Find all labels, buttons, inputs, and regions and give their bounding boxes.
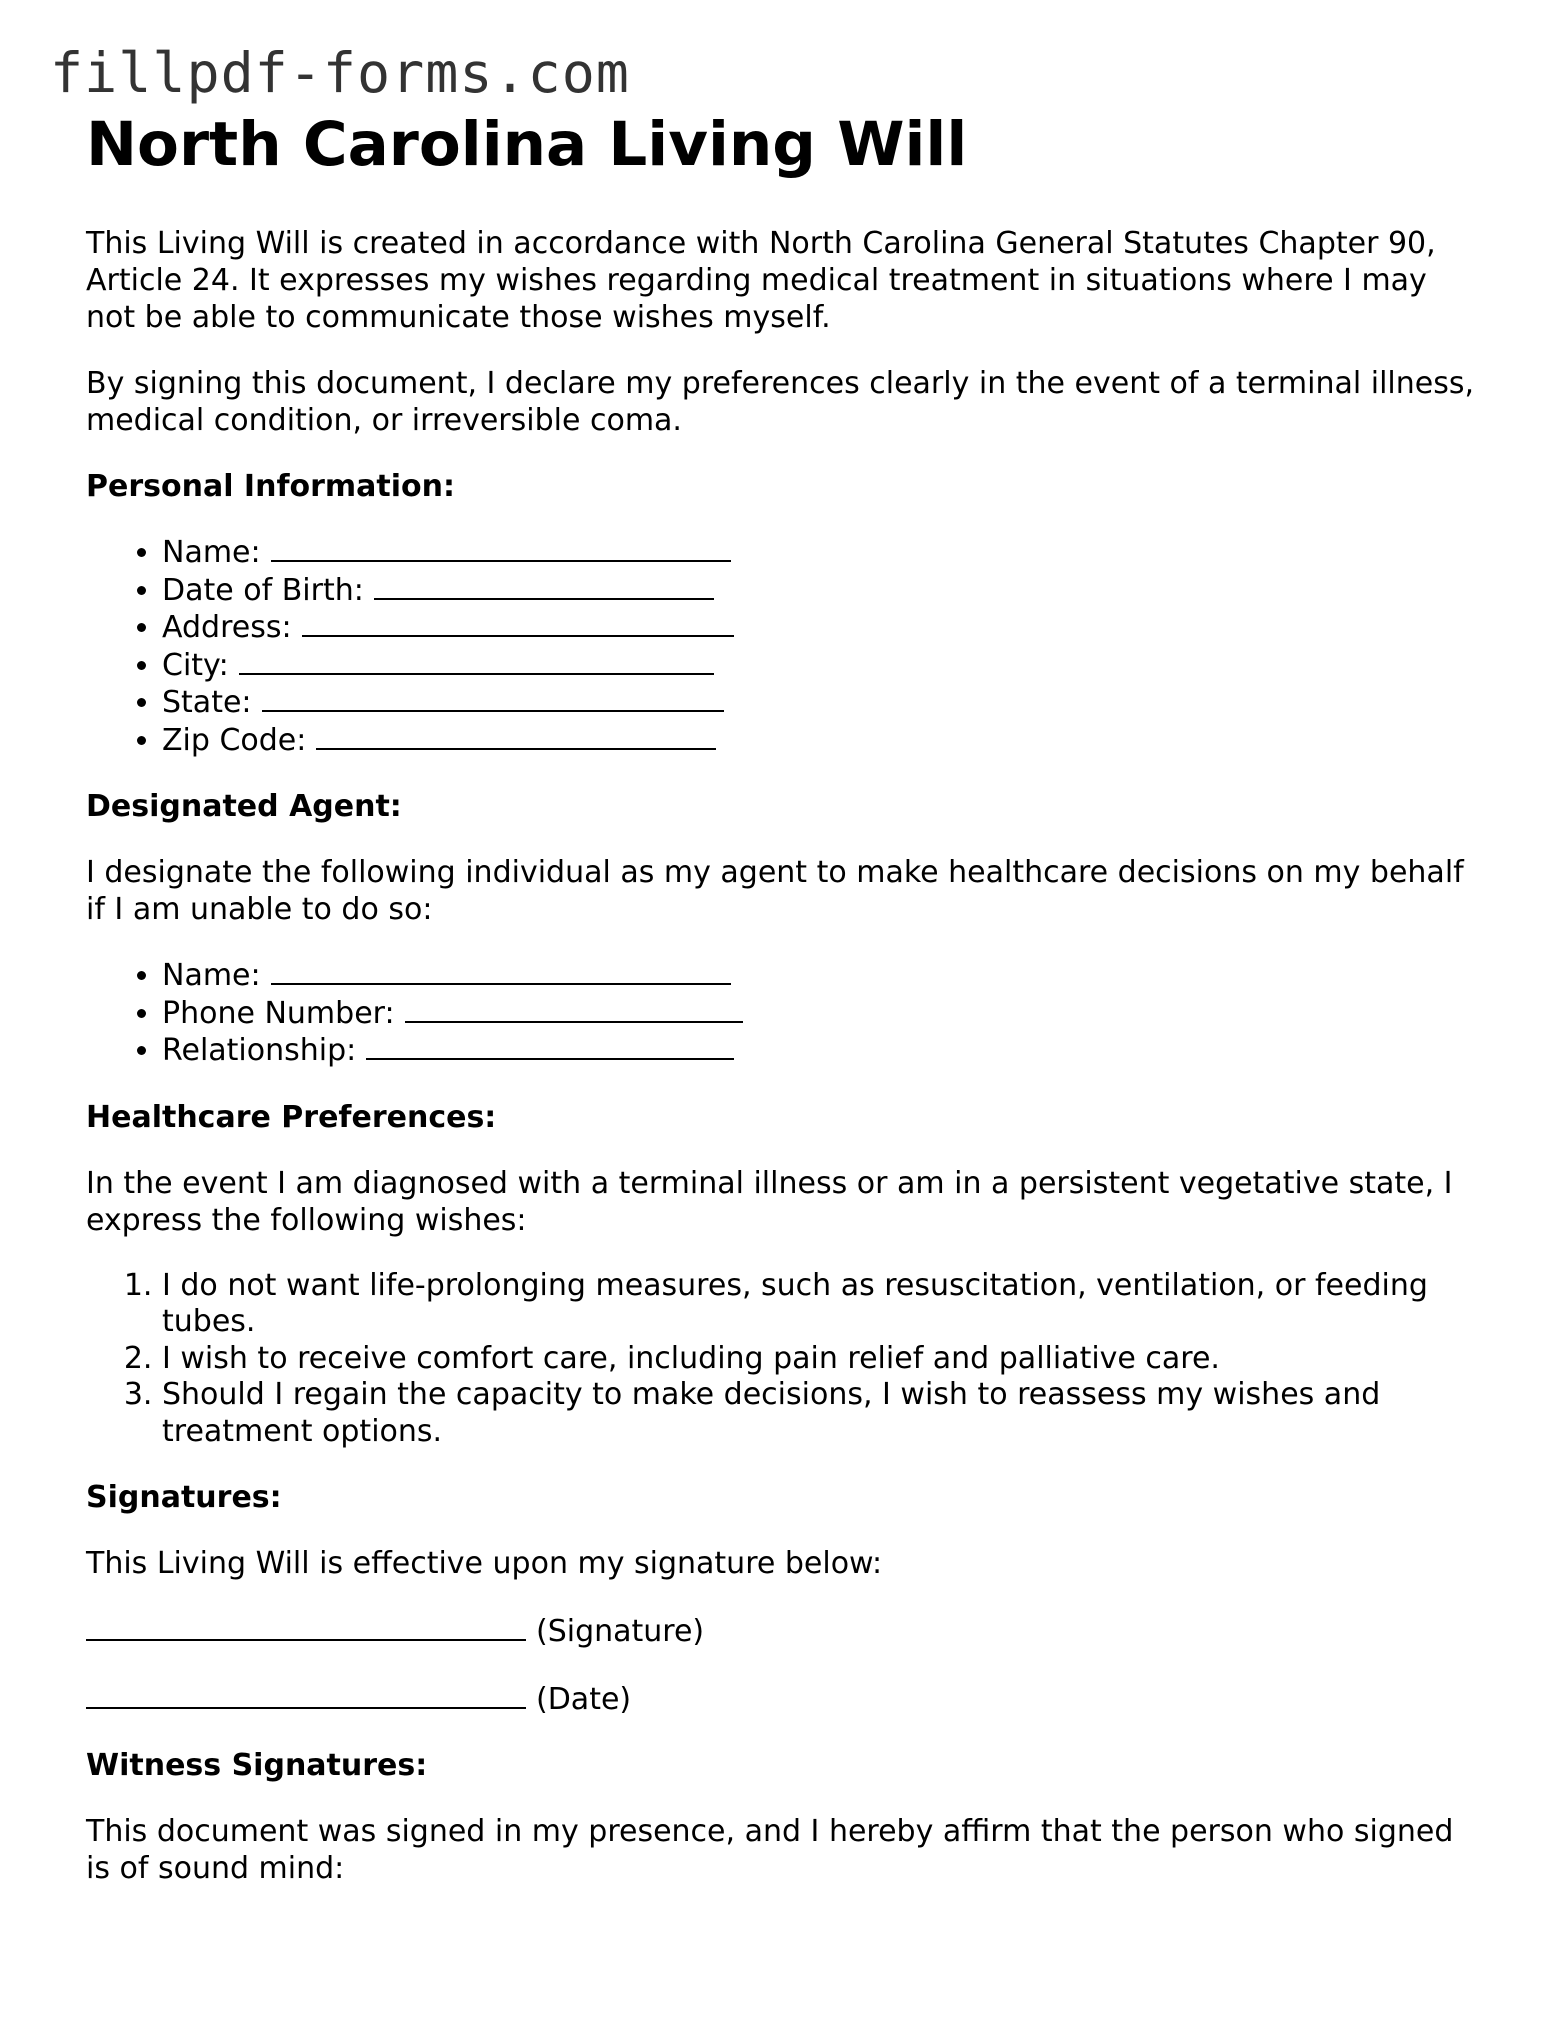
date-label: (Date) <box>536 1682 632 1718</box>
wish-item: 3. Should I regain the capacity to make decisions, I wish to reassess my wishes and treatment options. <box>162 1377 1476 1450</box>
watermark-text: fillpdf-forms.com <box>50 41 630 105</box>
field-label: Date of Birth: <box>162 572 364 608</box>
wish-item: 2. I wish to receive comfort care, including pain relief and palliative care. <box>162 1341 1476 1378</box>
list-item-city <box>162 647 1476 685</box>
intro-paragraph-1: This Living Will is created in accordance with North Carolina General Statutes Chapter 90, Article 24. It expresses my wishes regarding medical treatment in situations where I may not be able to communicate those wishes myself. <box>86 226 1436 336</box>
healthcare-paragraph: In the event I am diagnosed with a terminal illness or am in a persistent vegetative state, I express the following wishes: <box>86 1165 1453 1238</box>
document-page <box>86 108 1476 1916</box>
signatures-heading: Signatures: <box>86 1480 282 1516</box>
phone-blank[interactable] <box>405 995 743 1023</box>
field-label: Zip Code: <box>162 722 307 758</box>
list-item-name <box>162 534 1476 572</box>
witness-paragraph: This document was signed in my presence, and I hereby affirm that the person who signed is of sound mind: <box>86 1814 1454 1887</box>
signature-line[interactable] <box>86 1611 526 1641</box>
field-label: Name: <box>162 958 261 994</box>
list-item-relationship <box>162 1032 1476 1070</box>
document-title: North Carolina Living Will <box>86 109 968 180</box>
list-item-state <box>162 684 1476 722</box>
city-blank[interactable] <box>239 647 714 675</box>
address-blank[interactable] <box>302 609 734 637</box>
witness-signatures-heading: Witness Signatures: <box>86 1748 428 1784</box>
list-item-agent-name <box>162 957 1476 995</box>
signature-label: (Signature) <box>536 1614 705 1650</box>
list-item-zip <box>162 722 1476 760</box>
designated-agent-heading: Designated Agent: <box>86 789 402 825</box>
list-item-dob <box>162 572 1476 610</box>
field-label: Name: <box>162 535 261 571</box>
agent-info-list <box>86 957 1476 1070</box>
date-line-row <box>86 1679 1476 1718</box>
signature-line-row <box>86 1611 1476 1650</box>
date-line[interactable] <box>86 1679 526 1709</box>
signatures-paragraph: This Living Will is effective upon my signature below: <box>86 1546 883 1582</box>
field-label: Phone Number: <box>162 995 395 1031</box>
personal-info-list <box>86 534 1476 759</box>
name-blank[interactable] <box>271 534 731 562</box>
zip-blank[interactable] <box>316 722 716 750</box>
healthcare-preferences-heading: Healthcare Preferences: <box>86 1099 497 1135</box>
field-label: City: <box>162 647 229 683</box>
field-label: State: <box>162 685 252 721</box>
personal-info-heading: Personal Information: <box>86 469 455 505</box>
dob-blank[interactable] <box>374 572 714 600</box>
list-item-phone <box>162 995 1476 1033</box>
agent-name-blank[interactable] <box>271 957 731 985</box>
wish-item: 1. I do not want life-prolonging measures, such as resuscitation, ventilation, or feeding tubes. <box>162 1268 1476 1341</box>
healthcare-wishes-list <box>86 1268 1476 1451</box>
list-item-address <box>162 609 1476 647</box>
relationship-blank[interactable] <box>366 1032 734 1060</box>
state-blank[interactable] <box>262 684 724 712</box>
intro-paragraph-2: By signing this document, I declare my preferences clearly in the event of a terminal illness, medical condition, or irreversible coma. <box>86 366 1475 439</box>
agent-paragraph: I designate the following individual as my agent to make healthcare decisions on my behalf if I am unable to do so: <box>86 855 1464 928</box>
field-label: Address: <box>162 610 292 646</box>
field-label: Relationship: <box>162 1033 357 1069</box>
